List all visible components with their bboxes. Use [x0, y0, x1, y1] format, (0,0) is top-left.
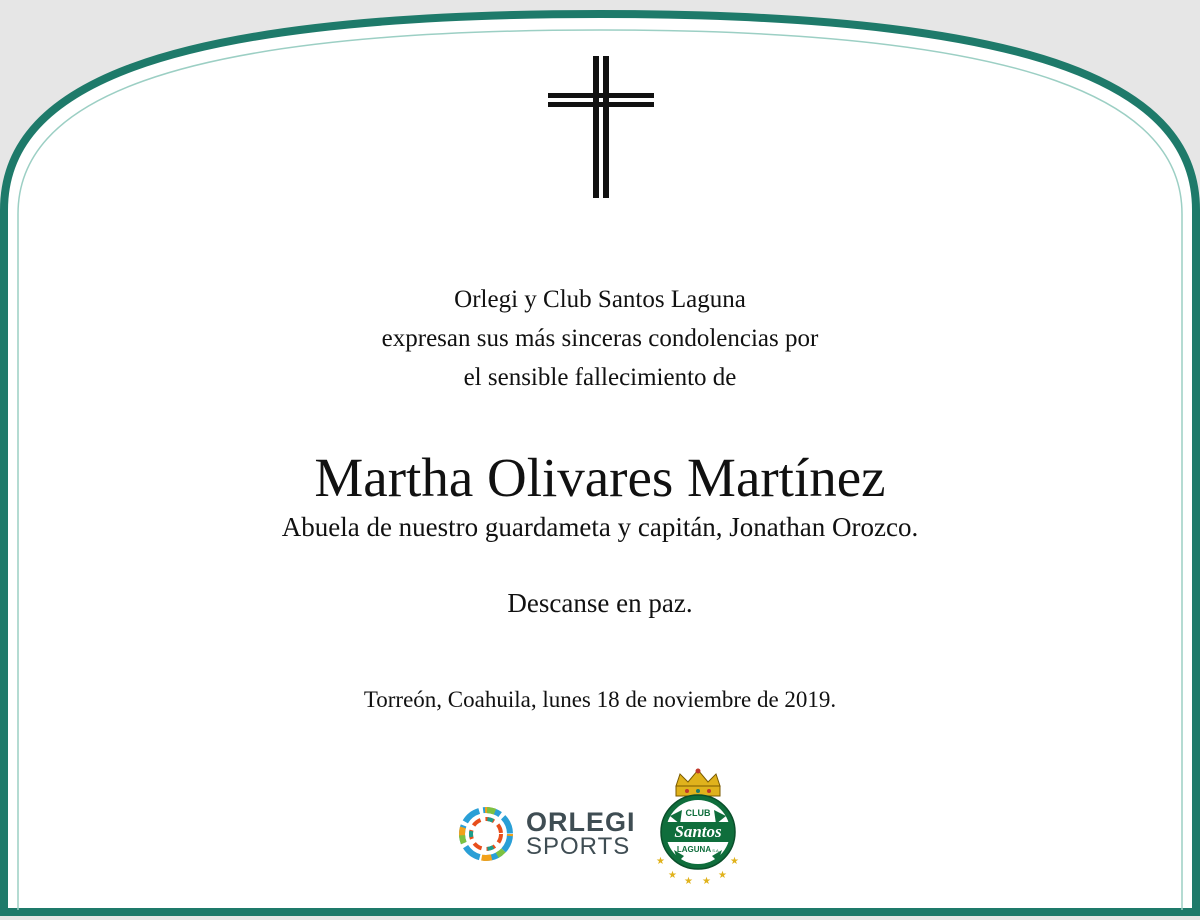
santos-crest-icon: [650, 768, 746, 886]
orlegi-mark-icon: [456, 806, 518, 862]
svg-text:★: ★: [702, 876, 711, 886]
svg-text:★: ★: [684, 876, 693, 886]
svg-text:★: ★: [656, 856, 665, 867]
dateline: Torreón, Coahuila, lunes 18 de noviembre de 2019.: [363, 687, 837, 712]
orlegi-wordmark: ORLEGI: [526, 807, 636, 837]
intro-line-2: expresan sus más sinceras condolencias por: [381, 325, 819, 352]
svg-text:★: ★: [718, 870, 727, 881]
santos-main-text: Santos: [674, 822, 722, 841]
orlegi-sports-logo: [456, 806, 636, 862]
intro-line-3: el sensible fallecimiento de: [463, 364, 737, 391]
svg-text:★: ★: [730, 856, 739, 867]
cross-icon: [548, 56, 654, 198]
santos-bottom-text: LAGUNA: [676, 845, 712, 854]
crown-icon: [676, 769, 720, 797]
sports-wordmark: SPORTS: [526, 833, 631, 860]
santos-top-text: CLUB: [685, 808, 711, 818]
santos-suffix-text: S.A.: [712, 848, 720, 853]
farewell-line: Descanse en paz.: [507, 588, 693, 618]
relation-line: Abuela de nuestro guardameta y capitán, Jonathan Orozco.: [281, 512, 919, 542]
deceased-name: Martha Olivares Martínez: [314, 447, 886, 508]
svg-text:★: ★: [668, 870, 677, 881]
intro-line-1: Orlegi y Club Santos Laguna: [454, 286, 746, 313]
